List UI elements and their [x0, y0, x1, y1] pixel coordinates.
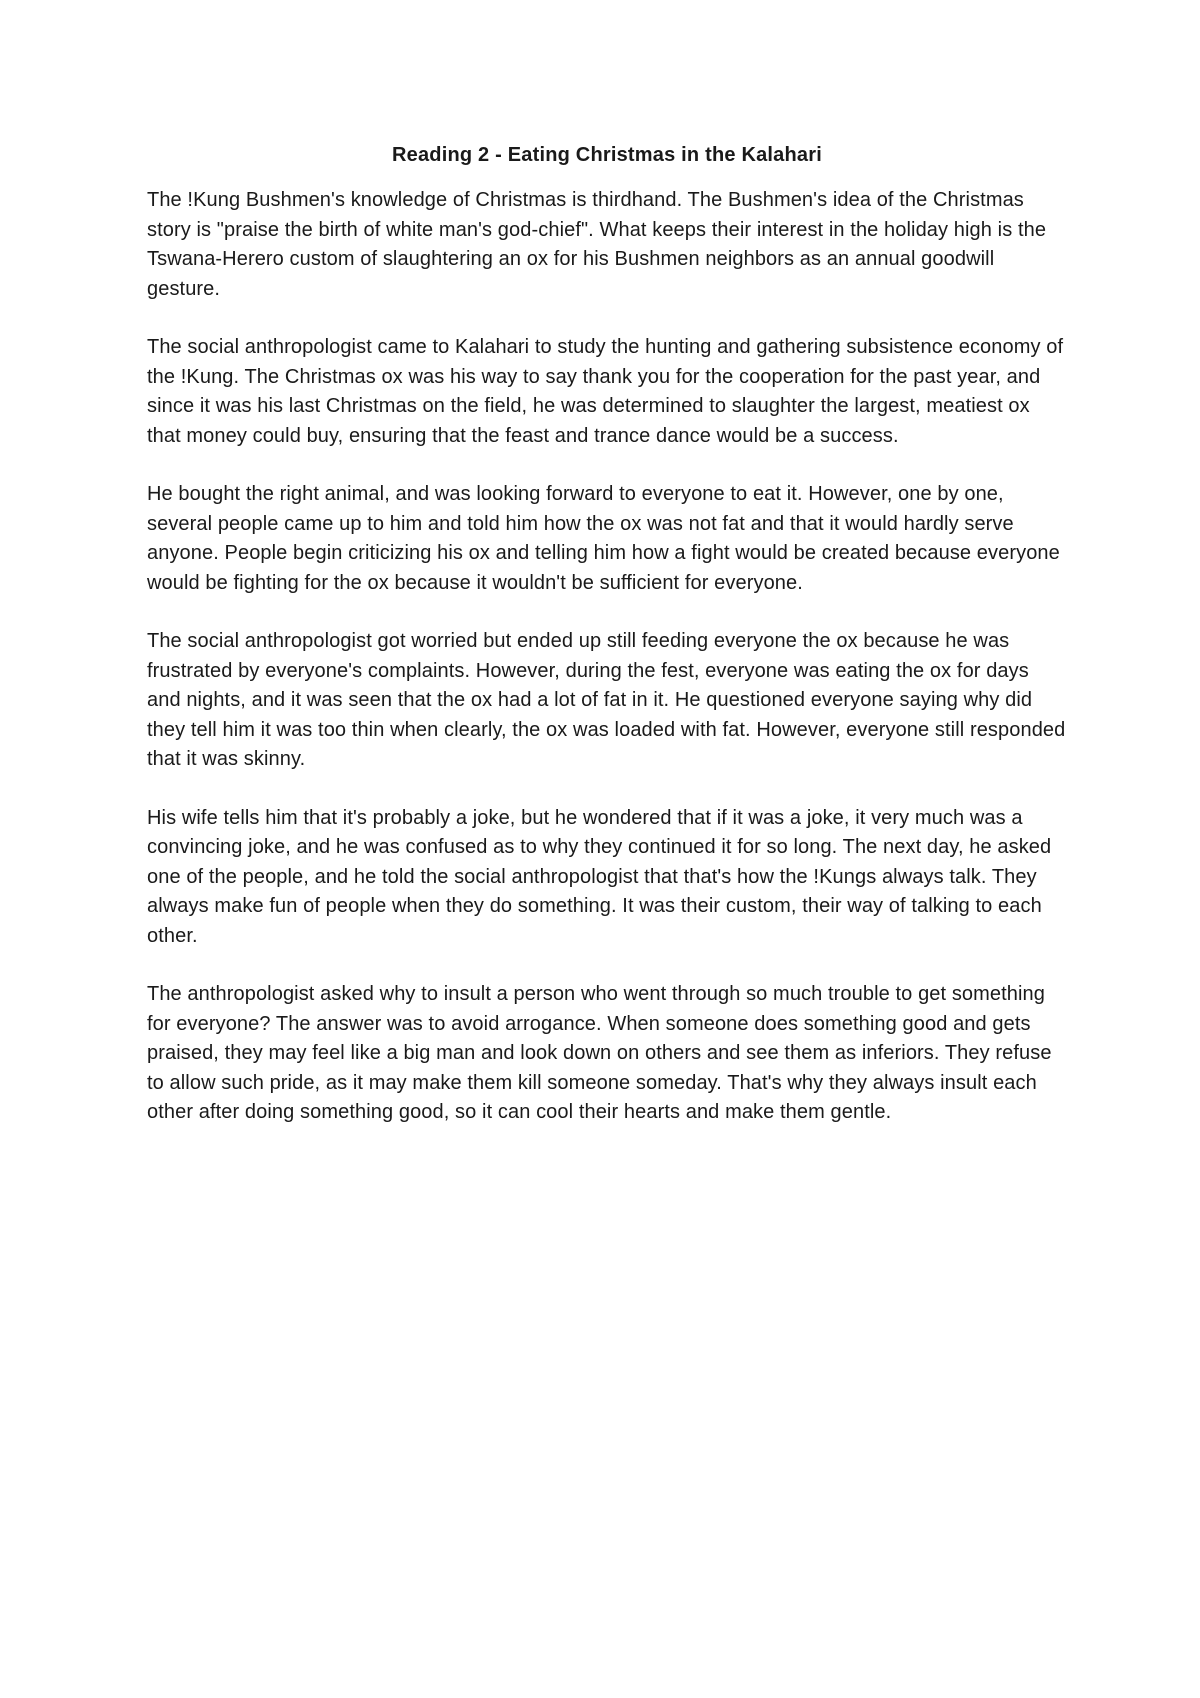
document-title: Reading 2 - Eating Christmas in the Kalahari	[391, 144, 822, 166]
paragraph-4: The social anthropologist got worried but ended up still feeding everyone the ox because he was frustrated by everyone's complaints. However, during the fest, everyone was eating the ox for days and nights, and it was seen that the ox had a lot of fat in it. He questioned everyone saying why did they tell him it was too thin when clearly, the ox was loaded with fat. However, everyone still responded that it was skinny.	[147, 630, 1066, 770]
paragraph-6: The anthropologist asked why to insult a person who went through so much trouble to get something for everyone? The answer was to avoid arrogance. When someone does something good and gets praised, they may feel like a big man and look down on others and see them as inferiors. They refuse to allow such pride, as it may make them kill someone someday. That's why they always insult each other after doing something good, so it can cool their hearts and make them gentle.	[147, 983, 1052, 1123]
paragraph-3: He bought the right animal, and was looking forward to everyone to eat it. However, one by one, several people came up to him and told him how the ox was not fat and that it would hardly serve anyone. People begin criticizing his ox and telling him how a fight would be created because everyone would be fighting for the ox because it wouldn't be sufficient for everyone.	[147, 483, 1060, 594]
paragraph-5: His wife tells him that it's probably a joke, but he wondered that if it was a joke, it very much was a convincing joke, and he was confused as to why they continued it for so long. The next day, he asked one of the people, and he told the social anthropologist that that's how the !Kungs always talk. They always make fun of people when they do something. It was their custom, their way of talking to each other.	[147, 806, 1052, 947]
paragraph-2: The social anthropologist came to Kalahari to study the hunting and gathering subsistence economy of the !Kung. The Christmas ox was his way to say thank you for the cooperation for the past year, and since it was his last Christmas on the field, he was determined to slaughter the largest, meatiest ox that money could buy, ensuring that the feast and trance dance would be a success.	[147, 336, 1064, 447]
paragraph-1: The !Kung Bushmen's knowledge of Christmas is thirdhand. The Bushmen's idea of the Christmas story is "praise the birth of white man's god-chief". What keeps their interest in the holiday high is the Tswana-Herero custom of slaughtering an ox for his Bushmen neighbors as an annual goodwill gesture.	[147, 189, 1047, 300]
document-body	[147, 140, 1067, 1157]
